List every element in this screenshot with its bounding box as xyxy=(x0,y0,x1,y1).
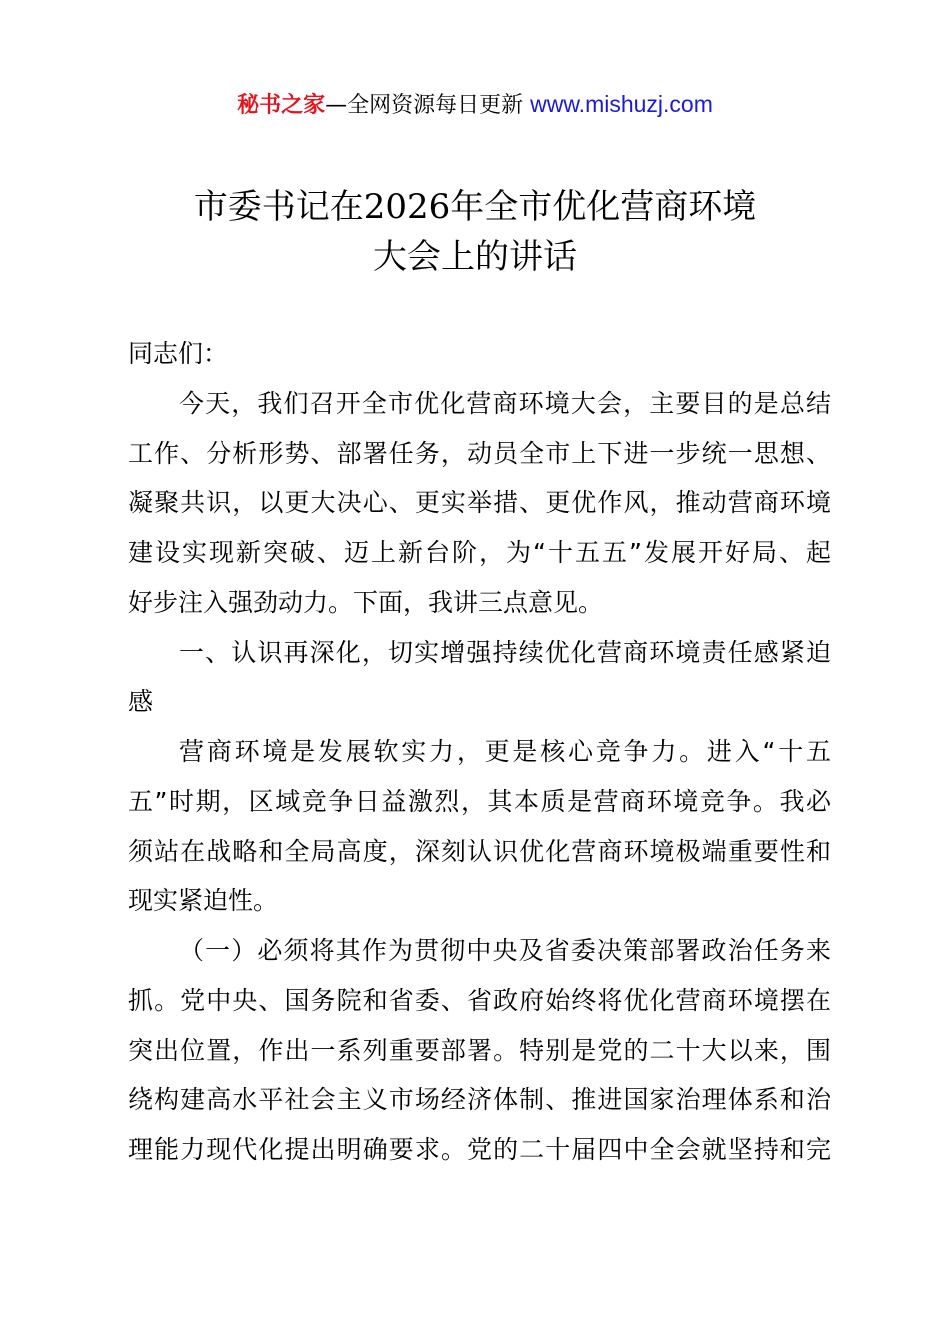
text-line: 现实紧迫性。 xyxy=(128,886,279,916)
header-tagline: —全网资源每日更新 xyxy=(325,93,531,118)
document-body xyxy=(128,329,831,1175)
text-line: 营商环境是发展软实力，更是核心竞争力。进入“十五 xyxy=(179,737,831,766)
site-url-link[interactable]: www.mishuzj.com xyxy=(530,91,713,117)
text-line: 好步注入强劲动力。下面，我讲三点意见。 xyxy=(128,587,604,617)
title-line: 大会上的讲话 xyxy=(373,237,577,277)
heading-line: 一、认识再深化，切实增强持续优化营商环境责任感紧迫 xyxy=(179,637,831,667)
text-line: 须站在战略和全局高度，深刻认识优化营商环境极端重要性和 xyxy=(128,836,831,866)
document-title xyxy=(0,182,950,282)
text-line: 凝聚共识，以更大决心、更实举措、更优作风，推动营商环境 xyxy=(128,488,831,518)
site-header xyxy=(0,88,950,122)
text-line: 今天，我们召开全市优化营商环境大会，主要目的是总结 xyxy=(179,388,831,418)
text-line: 突出位置，作出一系列重要部署。特别是党的二十大以来，围 xyxy=(128,1035,831,1065)
text-line: 工作、分析形势、部署任务，动员全市上下进一步统一思想、 xyxy=(128,438,831,468)
section-heading-1 xyxy=(128,628,831,728)
text-line: 理能力现代化提出明确要求。党的二十届四中全会就坚持和完 xyxy=(128,1135,831,1164)
text-line: （一）必须将其作为贯彻中央及省委决策部署政治任务来 xyxy=(179,936,831,965)
text-line: 建设实现新突破、迈上新台阶，为“十五五”发展开好局、起 xyxy=(128,538,831,567)
text-line: 绕构建高水平社会主义市场经济体制、推进国家治理体系和治 xyxy=(128,1085,831,1115)
title-line: 市委书记在2026年全市优化营商环境 xyxy=(193,187,757,227)
paragraph-intro xyxy=(128,379,831,628)
paragraph-subsection-1 xyxy=(128,926,831,1175)
paragraph-section-1 xyxy=(128,727,831,926)
text-line: 五”时期，区域竞争日益激烈，其本质是营商环境竞争。我必 xyxy=(128,786,831,816)
text-line: 抓。党中央、国务院和省委、省政府始终将优化营商环境摆在 xyxy=(128,985,831,1015)
salutation: 同志们： xyxy=(128,339,229,368)
brand-name: 秘书之家 xyxy=(237,93,326,118)
heading-line: 感 xyxy=(128,687,154,717)
